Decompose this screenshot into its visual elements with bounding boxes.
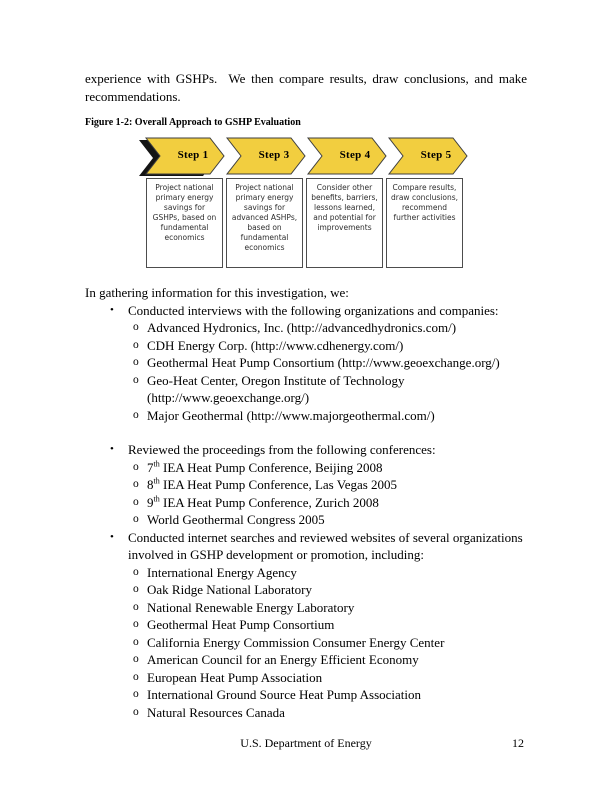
figure-1-2	[138, 137, 478, 268]
list-item-text: Advanced Hydronics, Inc. (http://advancedhydronics.com/)	[147, 320, 457, 335]
circle-marker: o	[133, 583, 139, 595]
circle-marker: o	[133, 373, 139, 386]
list-subitem	[85, 616, 527, 634]
circle-marker: o	[133, 653, 139, 665]
list-item-text: National Renewable Energy Laboratory	[147, 599, 355, 615]
ordinal-suffix: th	[153, 476, 160, 486]
circle-marker: o	[133, 513, 139, 525]
bullet-marker: •	[110, 443, 114, 455]
list-item-text: California Energy Commission Consumer Energy Center	[147, 634, 445, 650]
circle-marker: o	[133, 338, 139, 351]
step5-label: Step 5	[420, 149, 452, 161]
list-item-text: Geo-Heat Center, Oregon Institute of Technology (http://www.geoexchange.org/)	[147, 372, 405, 405]
list-subitem	[85, 634, 527, 652]
conference-name: IEA Heat Pump Conference, Zurich 2008	[159, 494, 379, 510]
list-item-text: Oak Ridge National Laboratory	[147, 582, 312, 597]
intro-paragraph: experience with GSHPs. We then compare results, draw conclusions, and make recommendations.	[85, 71, 527, 104]
list-subitem	[85, 407, 527, 425]
circle-marker: o	[133, 478, 139, 490]
step-description-row	[146, 178, 478, 268]
lead-sentence: In gathering information for this investigation, we:	[85, 285, 349, 300]
list-subitem	[85, 651, 527, 669]
ordinal-suffix: th	[153, 459, 160, 469]
step5-description: Compare results, draw conclusions, recommend further activities	[386, 178, 463, 268]
conference-name: IEA Heat Pump Conference, Beijing 2008	[159, 459, 383, 475]
list-item-text	[147, 459, 527, 477]
list-item-text: American Council for an Energy Efficient Economy	[147, 652, 419, 667]
list-subitem	[85, 337, 527, 355]
list-subitem	[85, 686, 527, 704]
list-item	[85, 441, 527, 459]
footer-text: U.S. Department of Energy	[240, 736, 372, 750]
step-arrow-row	[138, 137, 474, 177]
list-subitem	[85, 564, 527, 582]
ordinal-suffix: th	[153, 494, 160, 504]
list-item-text: European Heat Pump Association	[147, 669, 323, 685]
page-number: 12	[512, 736, 524, 750]
list-subitem	[85, 494, 527, 512]
list-item-text: Geothermal Heat Pump Consortium	[147, 617, 335, 632]
list-item-text: International Ground Source Heat Pump Association	[147, 687, 422, 702]
conference-name: IEA Heat Pump Conference, Las Vegas 2005	[159, 477, 398, 492]
list-item-text: International Energy Agency	[147, 564, 297, 580]
ordinal-number: 8	[147, 477, 154, 492]
circle-marker: o	[133, 460, 139, 473]
list-subitem	[85, 511, 527, 529]
circle-marker: o	[133, 600, 139, 613]
circle-marker: o	[133, 495, 139, 508]
circle-marker: o	[133, 635, 139, 648]
list-item	[85, 302, 527, 320]
list-item-text	[147, 494, 527, 512]
ordinal-number: 9	[147, 494, 154, 510]
step4-label: Step 4	[339, 149, 371, 161]
circle-marker: o	[133, 321, 139, 333]
circle-marker: o	[133, 565, 139, 578]
list-item-text: Major Geothermal (http://www.majorgeothermal.com/)	[147, 407, 435, 423]
step1-label: Step 1	[177, 149, 209, 161]
bullet-list	[85, 302, 527, 722]
list-subitem	[85, 669, 527, 687]
list-item-text: CDH Energy Corp. (http://www.cdhenergy.com/)	[147, 337, 404, 353]
circle-marker: o	[133, 356, 139, 368]
circle-marker: o	[133, 408, 139, 421]
circle-marker: o	[133, 688, 139, 700]
circle-marker: o	[133, 618, 139, 630]
list-subitem	[85, 476, 527, 494]
step3-description: Project national primary energy savings for advanced ASHPs, based on fundamental economics	[226, 178, 303, 268]
list-item-text	[147, 476, 527, 494]
list-subitem	[85, 581, 527, 599]
list-item-text: Reviewed the proceedings from the following conferences:	[128, 442, 436, 457]
list-item-text: Geothermal Heat Pump Consortium (http://www.geoexchange.org/)	[147, 355, 500, 370]
circle-marker: o	[133, 670, 139, 683]
list-item-text: Natural Resources Canada	[147, 704, 285, 720]
list-item-text: World Geothermal Congress 2005	[147, 512, 325, 527]
step4-description: Consider other benefits, barriers, lessons learned, and potential for improvements	[306, 178, 383, 268]
ordinal-number: 7	[147, 459, 154, 475]
circle-marker: o	[133, 705, 139, 718]
list-subitem	[85, 459, 527, 477]
step1-description: Project national primary energy savings for GSHPs, based on fundamental economics	[146, 178, 223, 268]
list-subitem	[85, 704, 527, 722]
figure-caption: Figure 1-2: Overall Approach to GSHP Evaluation	[85, 117, 301, 128]
step3-label: Step 3	[258, 149, 290, 161]
list-item-text: Conducted internet searches and reviewed websites of several organizations involved in GSHP development or promotion, including:	[128, 529, 523, 562]
list-subitem	[85, 599, 527, 617]
list-subitem	[85, 319, 527, 337]
list-item-text: Conducted interviews with the following organizations and companies:	[128, 302, 499, 318]
list-subitem	[85, 372, 527, 407]
bullet-marker: •	[110, 530, 114, 543]
list-subitem	[85, 354, 527, 372]
bullet-marker: •	[110, 303, 114, 316]
list-item	[85, 529, 527, 564]
